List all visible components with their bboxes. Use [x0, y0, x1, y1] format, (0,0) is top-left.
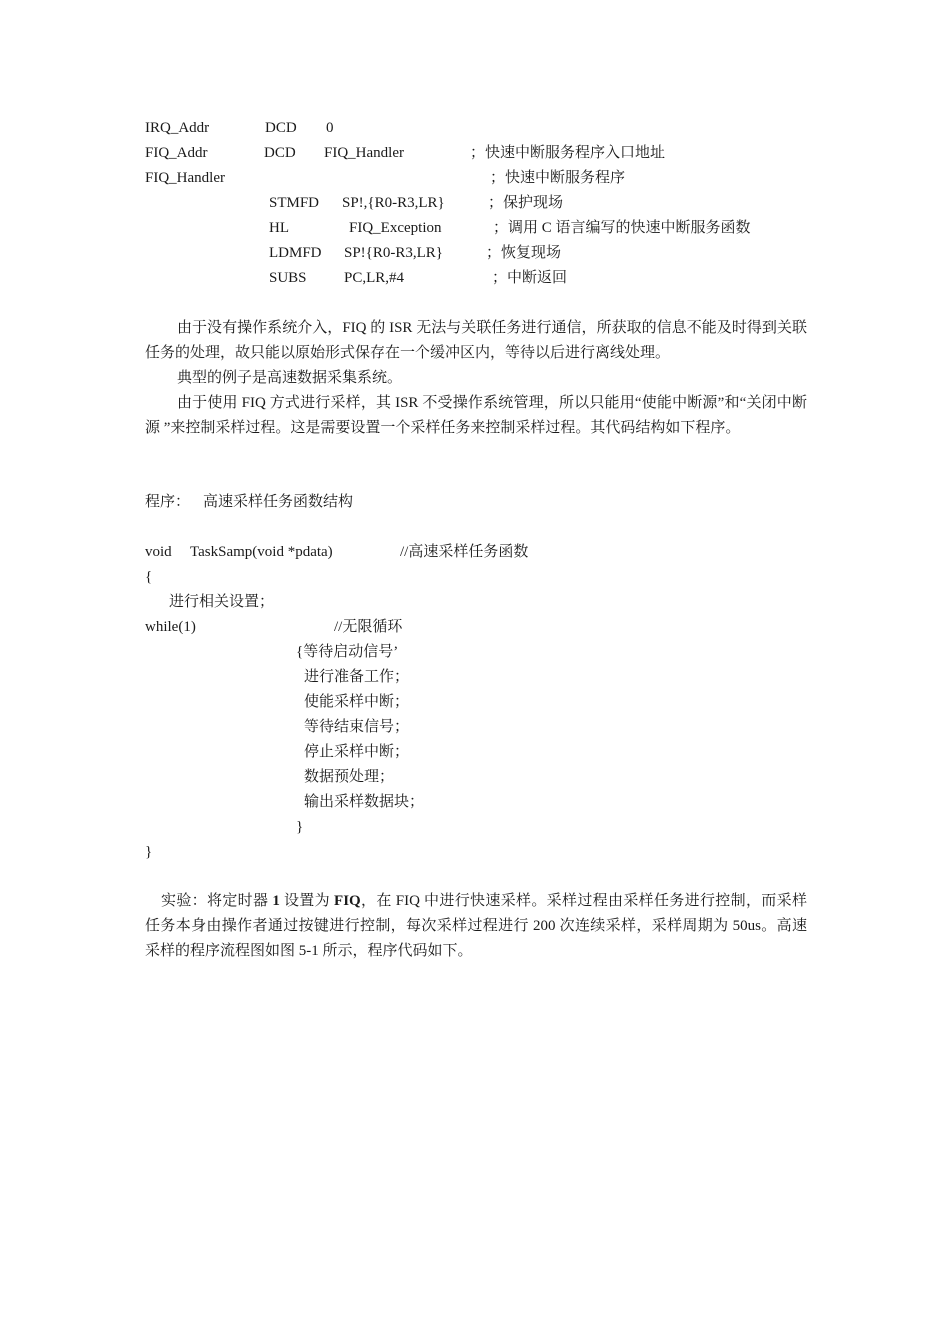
code-func-signature: TaskSamp(void *pdata) [190, 544, 333, 560]
program-heading-title: 高速采样任务函数结构 [203, 494, 354, 510]
code-line: 等待结束信号； [304, 719, 410, 735]
code-line: 停止采样中断； [304, 744, 410, 760]
code-line: 使能采样中断； [304, 694, 410, 710]
asm-op: SUBS [269, 270, 307, 286]
code-brace: } [296, 819, 304, 835]
program-heading-label: 程序： [145, 494, 191, 510]
experiment-bold: 1 [272, 893, 280, 909]
code-line: 数据预处理； [304, 769, 395, 785]
experiment-text: 设置为 [279, 893, 335, 909]
asm-comment: ；调用 C 语言编写的快速中断服务函数 [493, 220, 751, 236]
asm-label: IRQ_Addr [145, 120, 210, 136]
asm-op: HL [269, 220, 289, 236]
code-brace: } [145, 844, 153, 860]
body-paragraph: 典型的例子是高速数据采集系统。 [177, 370, 403, 386]
asm-op: LDMFD [269, 245, 322, 261]
experiment-bold: FIQ [334, 893, 361, 909]
code-comment: //高速采样任务函数 [400, 544, 529, 560]
experiment-paragraph [145, 889, 807, 964]
asm-comment: ；恢复现场 [486, 245, 562, 261]
code-while: while(1) [145, 619, 196, 635]
code-line: 输出采样数据块； [304, 794, 425, 810]
body-paragraph: 由于没有操作系统介入，FIQ 的 ISR 无法与关联任务进行通信，所获取的信息不能及时得到关联任务的处理，故只能以原始形式保存在一个缓冲区内，等待以后进行离线处理。 [145, 320, 807, 361]
asm-arg: 0 [326, 120, 334, 136]
code-brace: { [145, 569, 153, 585]
code-line: {等待启动信号’ [296, 644, 399, 660]
asm-comment: ；保护现场 [488, 195, 564, 211]
asm-op: DCD [264, 145, 296, 161]
code-line: 进行准备工作； [304, 669, 410, 685]
asm-op: DCD [265, 120, 297, 136]
code-keyword: void [145, 544, 172, 560]
code-line: 进行相关设置； [169, 594, 275, 610]
experiment-text: 实验：将定时器 [161, 893, 273, 909]
asm-op: STMFD [269, 195, 320, 211]
asm-arg: FIQ_Handler [324, 145, 404, 161]
asm-label: FIQ_Addr [145, 145, 208, 161]
asm-comment: ；快速中断服务程序入口地址 [470, 145, 666, 161]
asm-comment: ；快速中断服务程序 [490, 170, 626, 186]
asm-arg: FIQ_Exception [349, 220, 442, 236]
asm-comment: ；中断返回 [492, 270, 568, 286]
asm-arg: PC,LR,#4 [344, 270, 405, 286]
experiment-text: ，在 FIQ 中进行快速采样。采样过程由采样任务进行控制，而采样任务本身由操作者通过按键进行控制，每次采样过程进行 200 次连续采样，采样周期为 50us。高速采样的程序流程图如图 5-1 所示，程序代码如下。 [145, 893, 807, 959]
code-comment: //无限循环 [334, 619, 403, 635]
asm-label: FIQ_Handler [145, 170, 225, 186]
body-paragraph: 由于使用 FIQ 方式进行采样，其 ISR 不受操作系统管理，所以只能用“使能中断源”和“关闭中断源 ”来控制采样过程。这是需要设置一个采样任务来控制采样过程。其代码结构如下程序。 [145, 395, 807, 436]
asm-arg: SP!{R0-R3,LR} [344, 245, 444, 261]
asm-arg: SP!,{R0-R3,LR} [342, 195, 445, 211]
